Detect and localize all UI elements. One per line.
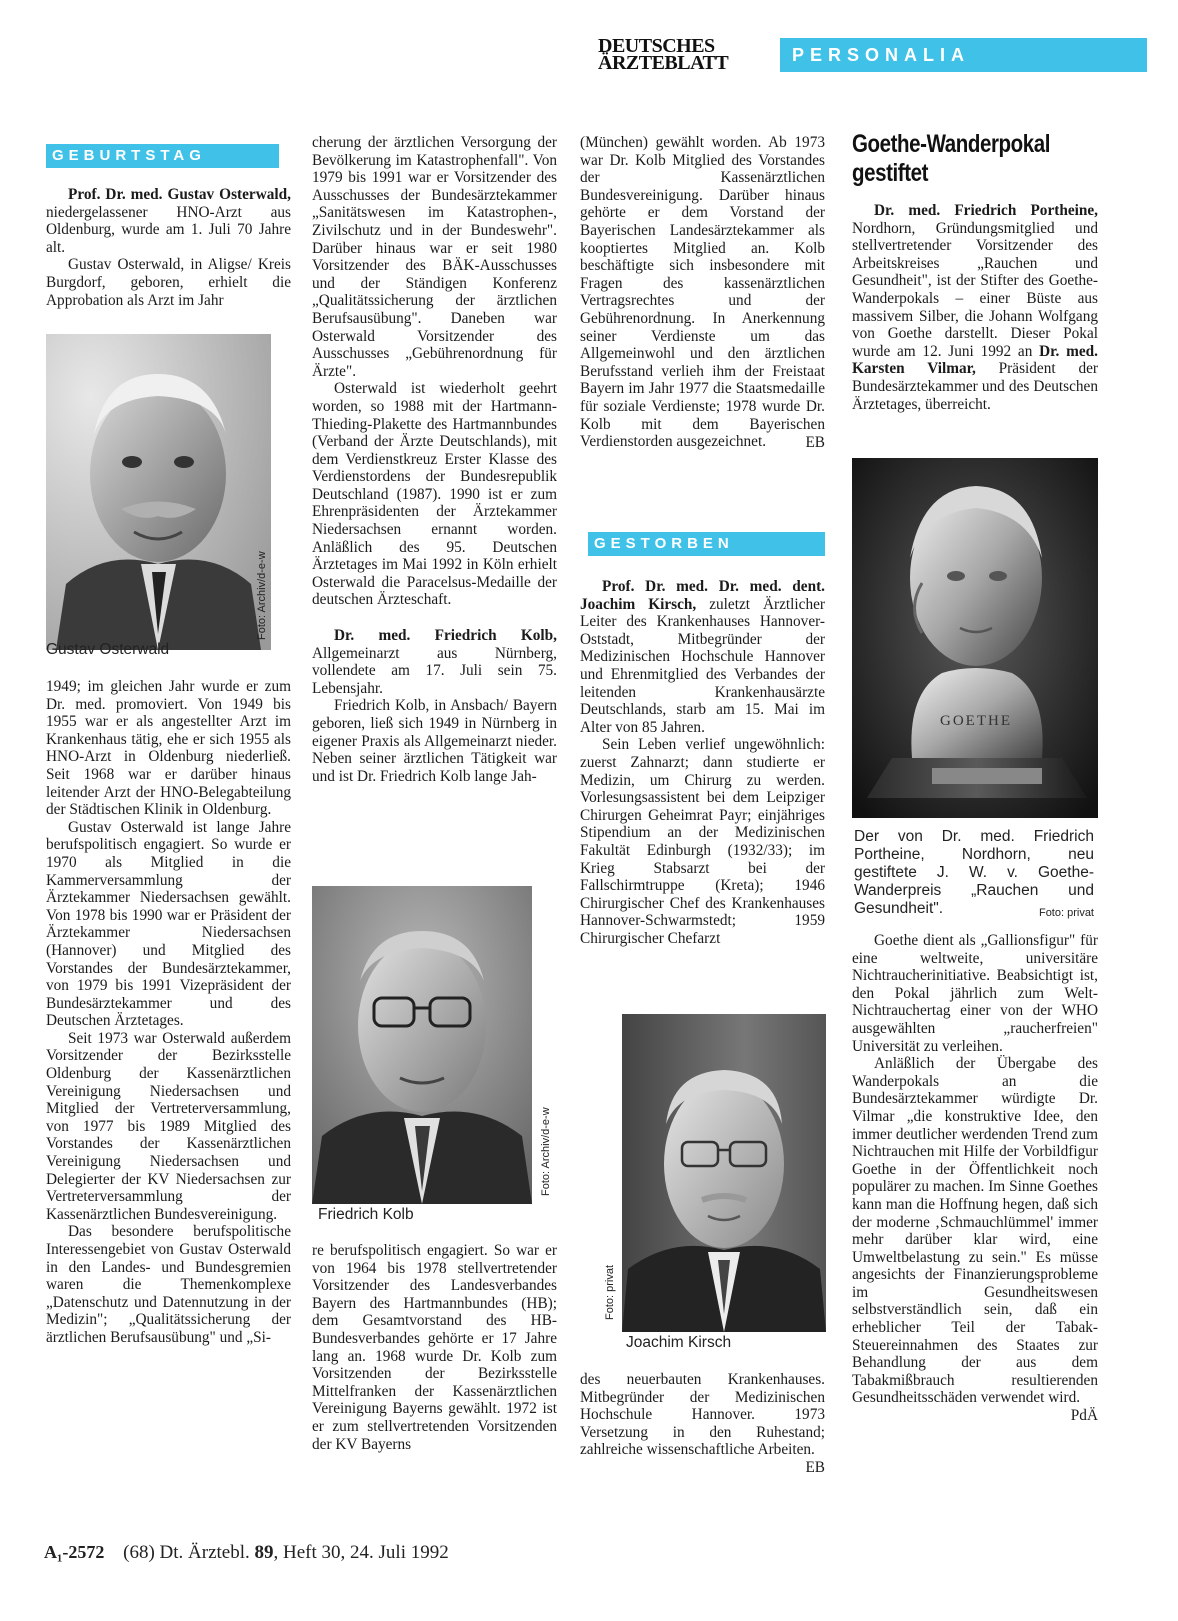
photo-osterwald (46, 334, 271, 650)
paragraph: Sein Leben verlief ungewöhnlich: zuerst Zahnarzt; dann studierte er Medizin, um Chirurg zu werden. Vorlesungsassistent bei dem Leipziger Chirurgen Geheimrat Payr; einjähriges Stipendium an der Medizinischen Fakultät Edinburgh (1932/33); im Krieg Stabsarzt bei der Fallschirmtruppe (Kreta); 1946 Chirurgischer Chef des Krankenhauses Hannover-Schwarmstedt; 1959 Chirurgischer Chefarzt (580, 736, 825, 947)
person-name-kolb: Dr. med. Friedrich Kolb, (334, 627, 557, 645)
caption-credit: Foto: privat (1038, 907, 1094, 919)
headline-line2: gestiftet (852, 159, 929, 187)
photo-goethe-bust (852, 458, 1098, 818)
signature-eb: EB (805, 1458, 825, 1476)
paragraph: Goethe dient als „Gallionsfigur" für eine weltweite, universitäre Nichtraucherinitiative. Beabsichtigt ist, den Pokal jährlich zum Welt-Nichtrauchertag einer von der WHO ausgewählten „raucherfreien" Universität zu verleihen. (852, 932, 1098, 1055)
column-3-top (580, 134, 825, 451)
paragraph: Gustav Osterwald ist lange Jahre berufspolitisch engagiert. So wurde er 1970 als Mitglied in die Kammerversammlung der Ärztekammer Niedersachsen gewählt. Von 1978 bis 1990 war er Präsident der Ärztekammer Niedersachsen (Hannover) und Mitglied des Vorstandes der Bundesärztekammer, von 1979 bis 1991 Vizepräsident der Bundesärztekammer und des Deutschen Ärztetages. (46, 818, 291, 1030)
paragraph: cherung der ärztlichen Versorgung der Bevölkerung im Katastrophenfall". Von 1979 bis 1991 war er Vorsitzender des Ausschusses der Bundesärztekammer „Sanitätswesen im Katastrophen-, Zivilschutz und in der Bundeswehr". Darüber hinaus war er seit 1980 Vorsitzender des BÄK-Ausschusses und der Ständigen Konferenz „Qualitätssicherung der ärztlichen Berufsausübung". Daneben war Osterwald Vorsitzender des Ausschusses „Gebührenordnung für Ärzte". (312, 134, 557, 380)
caption-osterwald: Gustav Osterwald (46, 641, 170, 658)
footer-text: (68) Dt. Ärztebl. (123, 1542, 255, 1563)
signature-pdae: PdÄ (1070, 1407, 1098, 1425)
caption-goethe-bust (854, 828, 1094, 922)
paragraph: Seit 1973 war Osterwald außerdem Vorsitzender der Bezirksstelle Oldenburg der Kassenärztlichen Vereinigung Niedersachsen und Mitglied der Vertreterversammlung, von 1977 bis 1989 Mitglied des Vorstandes der Kassenärztlichen Vereinigung Niedersachsen und Delegierter der KV Niedersachsen zur Vertreterversammlung der Kassenärztlichen Bundesvereinigung. (46, 1029, 291, 1223)
article-kirsch-lead (580, 578, 825, 736)
lead-text: niedergelassener HNO-Arzt aus Oldenburg, wurde am 1. Juli 70 Jahre alt. (46, 203, 291, 256)
lead-text: Präsident der Bundesärztekammer und des Deutschen Ärztetages, überreicht. (852, 360, 1098, 413)
tag-geburtstag: GEBURTSTAG (46, 144, 279, 168)
masthead-logo (598, 35, 729, 74)
column-2-top (312, 134, 557, 785)
article-kolb-lead (312, 627, 557, 697)
photo-credit-osterwald: Foto: Archiv/d-e-w (256, 551, 268, 640)
paragraph: Anläßlich der Übergabe des Wanderpokals an die Bundesärztekammer würdigte Dr. Vilmar „die konstruktive Idee, den immer deutlicher werdenden Trend zum Nichtrauchen mit Hilfe der Vorbildfigur Goethe in der Öffentlichkeit noch populärer zu machen. Im Sinne Goethes kann man die Hoffnung hegen, daß sich der moderne ‚Schmauchlümmel' immer mehr darüber klar wird, eine Umweltbelastung zu sein." Es müsse angesichts der Finanzierungsprobleme im Gesundheitswesen selbstverständlich sein, daß ein erheblicher Teil der Tabak-Steuereinnahmen des Staates zur Behandlung der aus dem Tabakmißbrauch resultierenden Gesundheitsschäden verwendet wird. (852, 1055, 1098, 1407)
page-number: A₁-2572 (44, 1542, 105, 1562)
column-3-bottom (580, 1371, 825, 1476)
lead-text: Nordhorn, Gründungsmitglied und stellvertretender Vorsitzender des Arbeitskreises „Rauchen und Gesundheit", ist der Stifter des Goethe-Wanderpokals – einer Büste aus massivem Silber, die Johann Wolfgang von Goethe darstellt. Dieser Pokal wurde am 12. Juni 1992 an (852, 219, 1098, 360)
paragraph: 1949; im gleichen Jahr wurde er zum Dr. med. promoviert. Von 1949 bis 1955 war er als angestellter Arzt im Krankenhaus tätig, ehe er sich 1955 als HNO-Arzt in Oldenburg niederließ. Seit 1968 war er darüber hinaus leitender Arzt der HNO-Belegabteilung der Städtischen Klinik in Oldenburg. (46, 678, 291, 819)
photo-credit-kirsch: Foto: privat (604, 1264, 616, 1320)
masthead-line1: DEUTSCHES (598, 35, 715, 57)
caption-kirsch: Joachim Kirsch (626, 1334, 732, 1351)
paragraph: re berufspolitisch engagiert. So war er von 1964 bis 1978 stellvertretender Vorsitzender des Landesverbandes Bayern des Hartmannbundes (HB); dem Gesamtvorstand des HB-Bundesverbandes gehörte er 17 Jahre lang an. 1968 wurde Dr. Kolb zum Vorsitzenden der Bezirksstelle Mittelfranken der Kassenärztlichen Vereinigung Bayerns gewählt. 1972 ist er zum stellvertretenden Vorsitzenden der KV Bayerns (312, 1242, 557, 1453)
bust-label: GOETHE (940, 713, 1012, 729)
lead-text: zuletzt Ärztlicher Leiter des Krankenhauses Hannover-Oststadt, Mitbegründer der Medizinischen Hochschule Hannover und Ehrenmitglied des Verbandes der leitenden Krankenhausärzte Deutschlands, starb am 15. Mai im Alter von 85 Jahren. (580, 595, 826, 736)
article-osterwald-lead (46, 186, 291, 256)
person-name-osterwald: Prof. Dr. med. Gustav Osterwald, (68, 186, 291, 203)
headline-line1: Goethe-Wanderpokal (852, 130, 1051, 158)
volume: 89 (254, 1542, 274, 1563)
column-4-top (852, 202, 1098, 413)
column-3-mid (580, 578, 825, 947)
article-goethe-lead (852, 202, 1098, 413)
section-tag-personalia: PERSONALIA (780, 38, 1147, 72)
signature-eb: EB (805, 433, 825, 451)
column-1-top (46, 186, 291, 309)
lead-text: Allgemeinarzt aus Nürnberg, vollendete am 17. Juli sein 75. Lebensjahr. (312, 644, 557, 697)
paragraph: (München) gewählt worden. Ab 1973 war Dr. Kolb Mitglied des Vorstandes der Kassenärztlichen Bundesvereinigung. Darüber hinaus gehörte er dem Vorstand der Bayerischen Landesärztekammer als kooptiertes Mitglied an. Kolb beschäftigte sich insbesondere mit Fragen des kassenärztlichen Vertragsrechtes und der Gebührenordnung. In Anerkennung seiner Verdienste um das Allgemeinwohl und den ärztlichen Berufsstand verlieh ihm der Freistaat Bayern im Jahr 1977 die Staatsmedaille für soziale Verdienste; 1978 wurde Dr. Kolb mit dem Bayerischen Verdienstorden ausgezeichnet. (580, 134, 825, 451)
headline-goethe-wanderpokal (852, 130, 1147, 188)
caption-kolb: Friedrich Kolb (318, 1206, 414, 1223)
page-footer (44, 1542, 449, 1564)
column-4-bottom (852, 932, 1098, 1425)
paragraph: Gustav Osterwald, in Aligse/ Kreis Burgdorf, geboren, erhielt die Approbation als Arzt im Jahr (46, 256, 291, 309)
paragraph: Osterwald ist wiederholt geehrt worden, so 1988 mit der Hartmann-Thieding-Plakette des Hartmannbundes (Verband der Ärzte Deutschlands), mit dem Verdienstkreuz Erster Klasse des Verdienstordens der Bundesrepublik Deutschland (1987). 1990 ist er zum Ehrenpräsidenten der Ärztekammer Niedersachsen ernannt worden. Anläßlich des 95. Deutschen Ärztetages im Mai 1992 in Köln erhielt Osterwald die Paracelsus-Medaille der deutschen Ärzteschaft. (312, 380, 557, 609)
photo-credit-kolb: Foto: Archiv/d-e-w (540, 1107, 552, 1196)
column-1-bottom (46, 678, 291, 1347)
person-name-kirsch: Prof. Dr. med. Dr. med. dent. Joachim Kirsch, (580, 578, 825, 613)
footer-issue: , Heft 30, 24. Juli 1992 (273, 1542, 449, 1563)
column-2-bottom (312, 1242, 557, 1453)
caption-text: Der von Dr. med. Friedrich Portheine, Nordhorn, neu gestiftete J. W. v. Goethe-Wanderpreis „Rauchen und Gesundheit". (854, 828, 1094, 917)
paragraph: Friedrich Kolb, in Ansbach/ Bayern geboren, ließ sich 1949 in Nürnberg in eigener Praxis als Allgemeinarzt nieder. Neben seiner ärztlichen Tätigkeit war und ist Dr. Friedrich Kolb lange Jah- (312, 697, 557, 785)
person-name-portheine: Dr. med. Friedrich Portheine, (874, 202, 1098, 219)
photo-kolb (312, 886, 532, 1204)
paragraph: des neuerbauten Krankenhauses. Mitbegründer der Medizinischen Hochschule Hannover. 1973 Versetzung in den Ruhestand; zahlreiche wissenschaftliche Arbeiten. (580, 1371, 825, 1459)
tag-gestorben: GESTORBEN (588, 532, 825, 556)
masthead-line2: ÄRZTEBLATT (598, 52, 729, 74)
photo-kirsch (622, 1014, 826, 1332)
paragraph: Das besondere berufspolitische Interessengebiet von Gustav Osterwald in den Landes- und Bundesgremien waren die Themenkomplexe „Datenschutz und Datennutzung in der Medizin"; „Qualitätssicherung der ärztlichen Berufsausübung" und „Si- (46, 1223, 291, 1346)
person-name-vilmar: Dr. med. Karsten Vilmar, (852, 342, 1099, 378)
